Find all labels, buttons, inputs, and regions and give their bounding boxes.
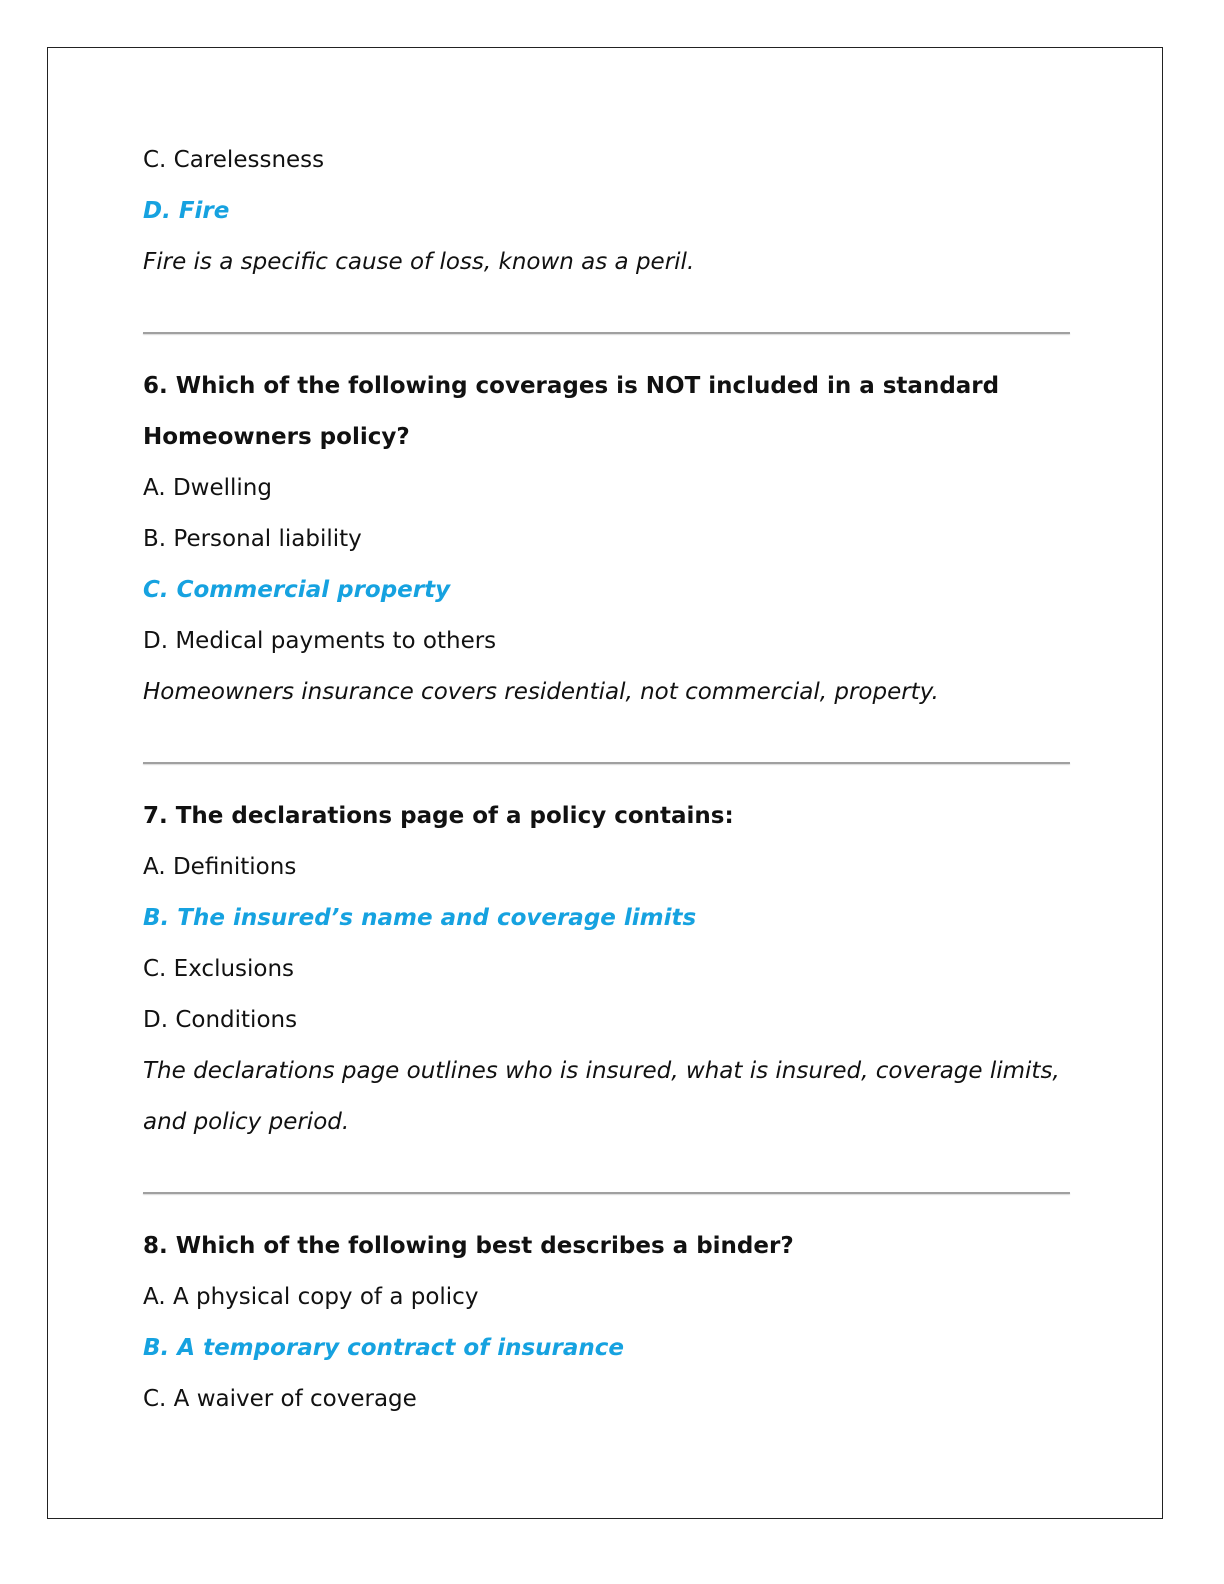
option-b-correct-answer: B. A temporary contract of insurance <box>143 1335 625 1361</box>
option-c: C. A waiver of coverage <box>143 1386 417 1412</box>
question-block-8 <box>143 1221 1073 1425</box>
option-d: D. Medical payments to others <box>143 628 497 654</box>
option-a: A. Dwelling <box>143 475 272 501</box>
document-content <box>143 135 1073 1425</box>
option-c-correct-answer: C. Commercial property <box>143 577 451 603</box>
question-block-6 <box>143 361 1073 718</box>
explanation: Homeowners insurance covers residential, not commercial, property. <box>143 679 939 705</box>
explanation: The declarations page outlines who is insured, what is insured, coverage limits, and policy period. <box>143 1058 1060 1135</box>
question-text: 8. Which of the following best describes a binder? <box>143 1233 794 1259</box>
option-d: D. Conditions <box>143 1007 298 1033</box>
option-d-correct-answer: D. Fire <box>143 198 230 224</box>
question-text: 6. Which of the following coverages is NOT included in a standard Homeowners policy? <box>143 373 1000 450</box>
option-b: B. Personal liability <box>143 526 362 552</box>
question-block-7 <box>143 791 1073 1148</box>
question-block-5-continued <box>143 135 1073 288</box>
option-a: A. A physical copy of a policy <box>143 1284 479 1310</box>
option-a: A. Definitions <box>143 854 297 880</box>
explanation: Fire is a specific cause of loss, known as a peril. <box>143 249 695 275</box>
section-divider <box>143 332 1070 334</box>
section-divider <box>143 762 1070 764</box>
option-c: C. Carelessness <box>143 147 325 173</box>
question-text: 7. The declarations page of a policy contains: <box>143 803 734 829</box>
section-divider <box>143 1192 1070 1194</box>
option-b-correct-answer: B. The insured’s name and coverage limits <box>143 905 697 931</box>
option-c: C. Exclusions <box>143 956 295 982</box>
